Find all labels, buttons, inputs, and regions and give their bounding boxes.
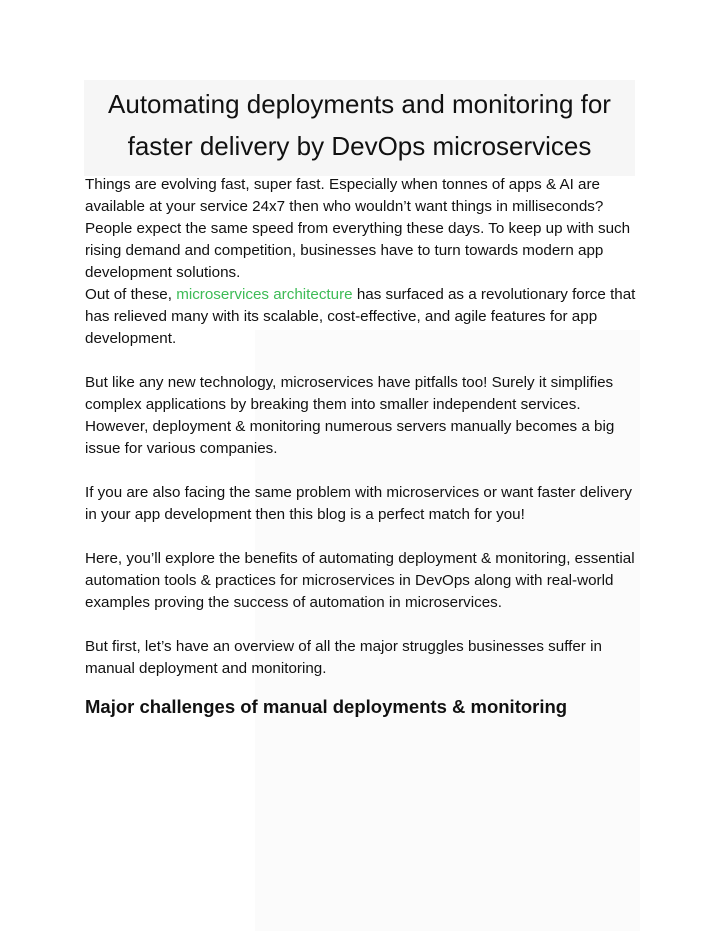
microservices-architecture-link[interactable]: microservices architecture <box>176 286 353 303</box>
section-heading: Major challenges of manual deployments & monitoring <box>85 696 568 717</box>
paragraph-architecture-lead: Out of these, <box>85 286 177 303</box>
paragraph-architecture <box>85 284 637 350</box>
title-block <box>84 80 635 176</box>
title-line-2: faster delivery by DevOps microservices <box>127 131 592 161</box>
paragraph-audience: If you are also facing the same problem with microservices or want faster delivery in your app development then this blog is a perfect match for you! <box>85 484 632 523</box>
paragraph-architecture-rest: has surfaced as a revolutionary force that has relieved many with its scalable, cost-effective, and agile features for app development. <box>85 286 636 347</box>
page-title <box>84 80 635 167</box>
article-body <box>85 174 637 720</box>
paragraph-overview: Here, you’ll explore the benefits of automating deployment & monitoring, essential automation tools & practices for microservices in DevOps along with real-world examples proving the success of automation in microservices. <box>85 550 635 611</box>
paragraph-struggles: But first, let’s have an overview of all the major struggles businesses suffer in manual deployment and monitoring. <box>85 638 602 677</box>
title-line-1: Automating deployments and monitoring for <box>108 89 611 119</box>
paragraph-pitfalls: But like any new technology, microservices have pitfalls too! Surely it simplifies complex applications by breaking them into smaller independent services. However, deployment & monitoring numerous servers manually becomes a big issue for various companies. <box>85 374 615 457</box>
paragraph-intro: Things are evolving fast, super fast. Especially when tonnes of apps & AI are available at your service 24x7 then who wouldn’t want things in milliseconds? People expect the same speed from everything these days. To keep up with such rising demand and competition, businesses have to turn towards modern app development solutions. <box>85 176 631 281</box>
